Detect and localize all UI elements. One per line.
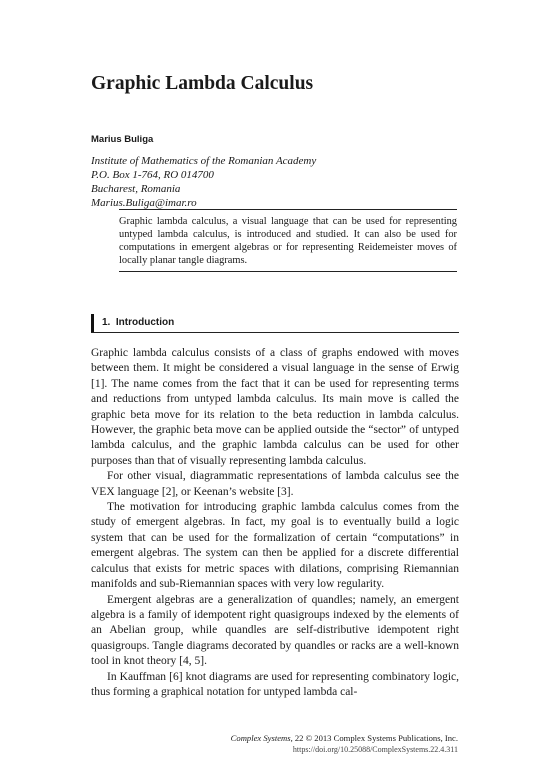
footer-citation: , 22 © 2013 Complex Systems Publications, Inc.	[290, 733, 458, 743]
page-footer	[231, 733, 458, 755]
paragraph-3: The motivation for introducing graphic lambda calculus comes from the study of emergent algebras. In fact, my goal is to eventually build a logic system that can be used for the formalization of certain “computations” in emergent algebras. The system can then be applied for a discrete differential calculus that exists for metric spaces with dilations, comprising Riemannian manifolds and sub-Riemannian spaces with very low regularity.	[91, 501, 459, 591]
body-text	[91, 346, 459, 700]
paragraph-4: Emergent algebras are a generalization of quandles; namely, an emergent algebra is a family of idempotent right quasigroups indexed by the elements of an Abelian group, while quandles are self-distributive idempotent right quasigroups. Tangle diagrams decorated by quandles or racks are a well-known tool in knot theory [4, 5].	[91, 593, 459, 668]
affiliation-address: P.O. Box 1-764, RO 014700	[91, 169, 214, 181]
section-marker-bar	[91, 314, 94, 332]
section-heading	[91, 314, 459, 333]
affiliation-block	[91, 154, 316, 210]
footer-citation-line	[231, 733, 458, 744]
section-title	[102, 317, 174, 329]
affiliation-city: Bucharest, Romania	[91, 183, 181, 195]
paper-title: Graphic Lambda Calculus	[91, 73, 314, 94]
paragraph-2: For other visual, diagrammatic representations of lambda calculus see the VEX language [2], or Keenan’s website [3].	[91, 470, 459, 498]
section-number: 1.	[102, 317, 111, 328]
abstract-box	[119, 209, 457, 272]
affiliation-email: Marius.Buliga@imar.ro	[91, 197, 197, 209]
affiliation-institute: Institute of Mathematics of the Romanian Academy	[91, 155, 317, 167]
paragraph-1: Graphic lambda calculus consists of a class of graphs endowed with moves between them. It might be considered a visual language in the sense of Erwig [1]. The name comes from the fact that it can be used for representing terms and reductions from untyped lambda calculus. Its main move is called the graphic beta move for its relation to the beta reduction in lambda calculus. However, the graphic beta move can be applied outside the “sector” of untyped lambda calculus, and the graphic lambda calculus can be used for other purposes than that of visually representing lambda calculus.	[91, 347, 459, 467]
footer-doi-link[interactable]: https://doi.org/10.25088/ComplexSystems.22.4.311	[292, 745, 458, 754]
section-label: Introduction	[115, 317, 175, 328]
paragraph-5: In Kauffman [6] knot diagrams are used for representing combinatory logic, thus forming a graphical notation for untyped lambda cal-	[91, 670, 459, 698]
author-name: Marius Buliga	[91, 134, 154, 145]
abstract-text: Graphic lambda calculus, a visual language that can be used for representing untyped lambda calculus, is introduced and studied. It can also be used for computations in emergent algebras or for representing Reidemeister moves of locally planar tangle diagrams.	[119, 216, 457, 267]
footer-journal: Complex Systems	[230, 733, 291, 743]
